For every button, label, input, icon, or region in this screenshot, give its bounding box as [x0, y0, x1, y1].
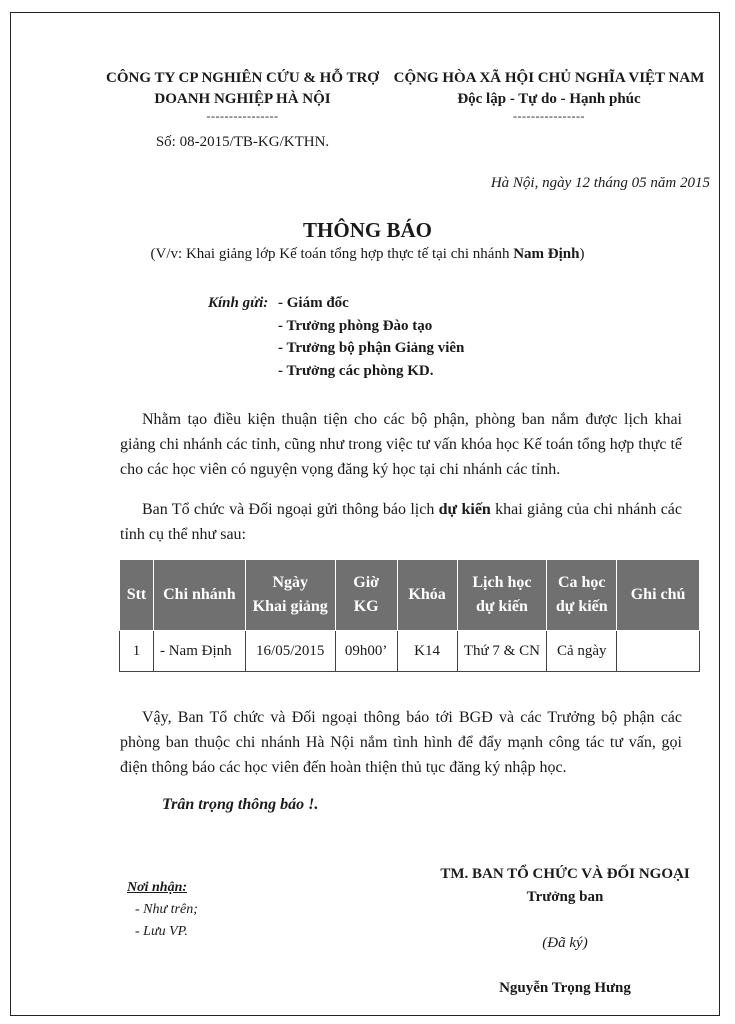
header-left-divider: ----------------: [206, 109, 279, 123]
receivers-title: Nơi nhận:: [127, 880, 188, 895]
recipient-item: - Giám đốc: [278, 295, 349, 311]
recipient-item: - Trưởng bộ phận Giảng viên: [278, 340, 465, 356]
nation-name: CỘNG HÒA XÃ HỘI CHỦ NGHĨA VIỆT NAM: [393, 70, 705, 86]
schedule-table: [119, 559, 700, 672]
document-date: Hà Nội, ngày 12 tháng 05 năm 2015: [490, 175, 710, 191]
body-paragraph-1: [120, 407, 682, 482]
nation-motto: Độc lập - Tự do - Hạnh phúc: [457, 91, 641, 107]
company-name-line2: DOANH NGHIỆP HÀ NỘI: [154, 91, 331, 107]
receiver-item: - Lưu VP.: [135, 924, 188, 939]
recipients-block: [208, 292, 464, 382]
header-start-date: Ngày Khai giảng: [245, 560, 335, 631]
signature-status: (Đã ký): [542, 935, 588, 951]
header-session: Ca học dự kiến: [547, 560, 617, 631]
recipient-item: - Trưởng các phòng KD.: [278, 362, 434, 379]
header-stt: Stt: [120, 560, 154, 631]
header-course: Khóa: [397, 560, 457, 631]
header-start-time: Giờ KG: [335, 560, 397, 631]
cell-branch: - Nam Định: [153, 631, 245, 672]
document-number: Số: 08-2015/TB-KG/KTHN.: [155, 134, 330, 150]
subtitle-prefix: (V/v: Khai giảng lớp Kế toán tổng hợp thực tế tại chi nhánh: [150, 246, 514, 262]
recipient-item: - Trưởng phòng Đào tạo: [278, 317, 433, 334]
cell-schedule: Thứ 7 & CN: [457, 631, 547, 672]
receivers-block: [127, 877, 198, 943]
signer-name: Nguyễn Trọng Hưng: [499, 980, 631, 996]
notice-subtitle: [0, 246, 735, 263]
header-notes: Ghi chú: [617, 560, 700, 631]
body-paragraph-2: [120, 497, 682, 547]
subtitle-suffix: ): [579, 246, 585, 262]
recipients-label: Kính gửi:: [208, 295, 269, 311]
notice-title: THÔNG BÁO: [303, 218, 432, 242]
header-right-divider: ----------------: [513, 109, 585, 123]
cell-course: K14: [397, 631, 457, 672]
signature-position: Trưởng ban: [526, 889, 604, 905]
cell-notes: [617, 631, 700, 672]
table-header-row: [120, 560, 700, 631]
nation-header: [390, 68, 708, 122]
body-paragraph-3: [120, 705, 682, 780]
signature-org: TM. BAN TỔ CHỨC VÀ ĐỐI NGOẠI: [440, 866, 690, 882]
cell-start-time: 09h00’: [335, 631, 397, 672]
company-name-line1: CÔNG TY CP NGHIÊN CỨU & HỖ TRỢ: [106, 70, 379, 86]
company-header: [100, 68, 385, 122]
paragraph-2-suffix: khai giảng của chi nhánh các tỉnh cụ thể như sau:: [120, 501, 683, 543]
paragraph-1-text: Nhằm tạo điều kiện thuận tiện cho các bộ phận, phòng ban nắm được lịch khai giảng chi nhánh các tỉnh, cũng như trong việc tư vấn khóa học Kế toán tổng hợp thực tế cho các học viên có nguyện vọng đăng ký học tại chi nhánh các tỉnh.: [120, 411, 682, 478]
receiver-item: - Như trên;: [135, 902, 198, 917]
table-row: [120, 631, 700, 672]
header-branch: Chi nhánh: [153, 560, 245, 631]
cell-session: Cả ngày: [547, 631, 617, 672]
paragraph-3-text: Vậy, Ban Tổ chức và Đối ngoại thông báo tới BGĐ và các Trưởng bộ phận các phòng ban thuộc chi nhánh Hà Nội nắm tình hình để đẩy mạnh công tác tư vấn, gọi điện thông báo các học viên đến hoàn thiện thủ tục đăng ký nhập học.: [120, 709, 682, 776]
paragraph-2-bold: dự kiến: [438, 501, 491, 518]
header-schedule: Lịch học dự kiến: [457, 560, 547, 631]
cell-start-date: 16/05/2015: [245, 631, 335, 672]
subtitle-branch: Nam Định: [513, 246, 580, 262]
paragraph-2-prefix: Ban Tổ chức và Đối ngoại gửi thông báo lịch: [142, 501, 439, 518]
closing-line: Trân trọng thông báo !.: [162, 796, 319, 813]
cell-stt: 1: [120, 631, 154, 672]
